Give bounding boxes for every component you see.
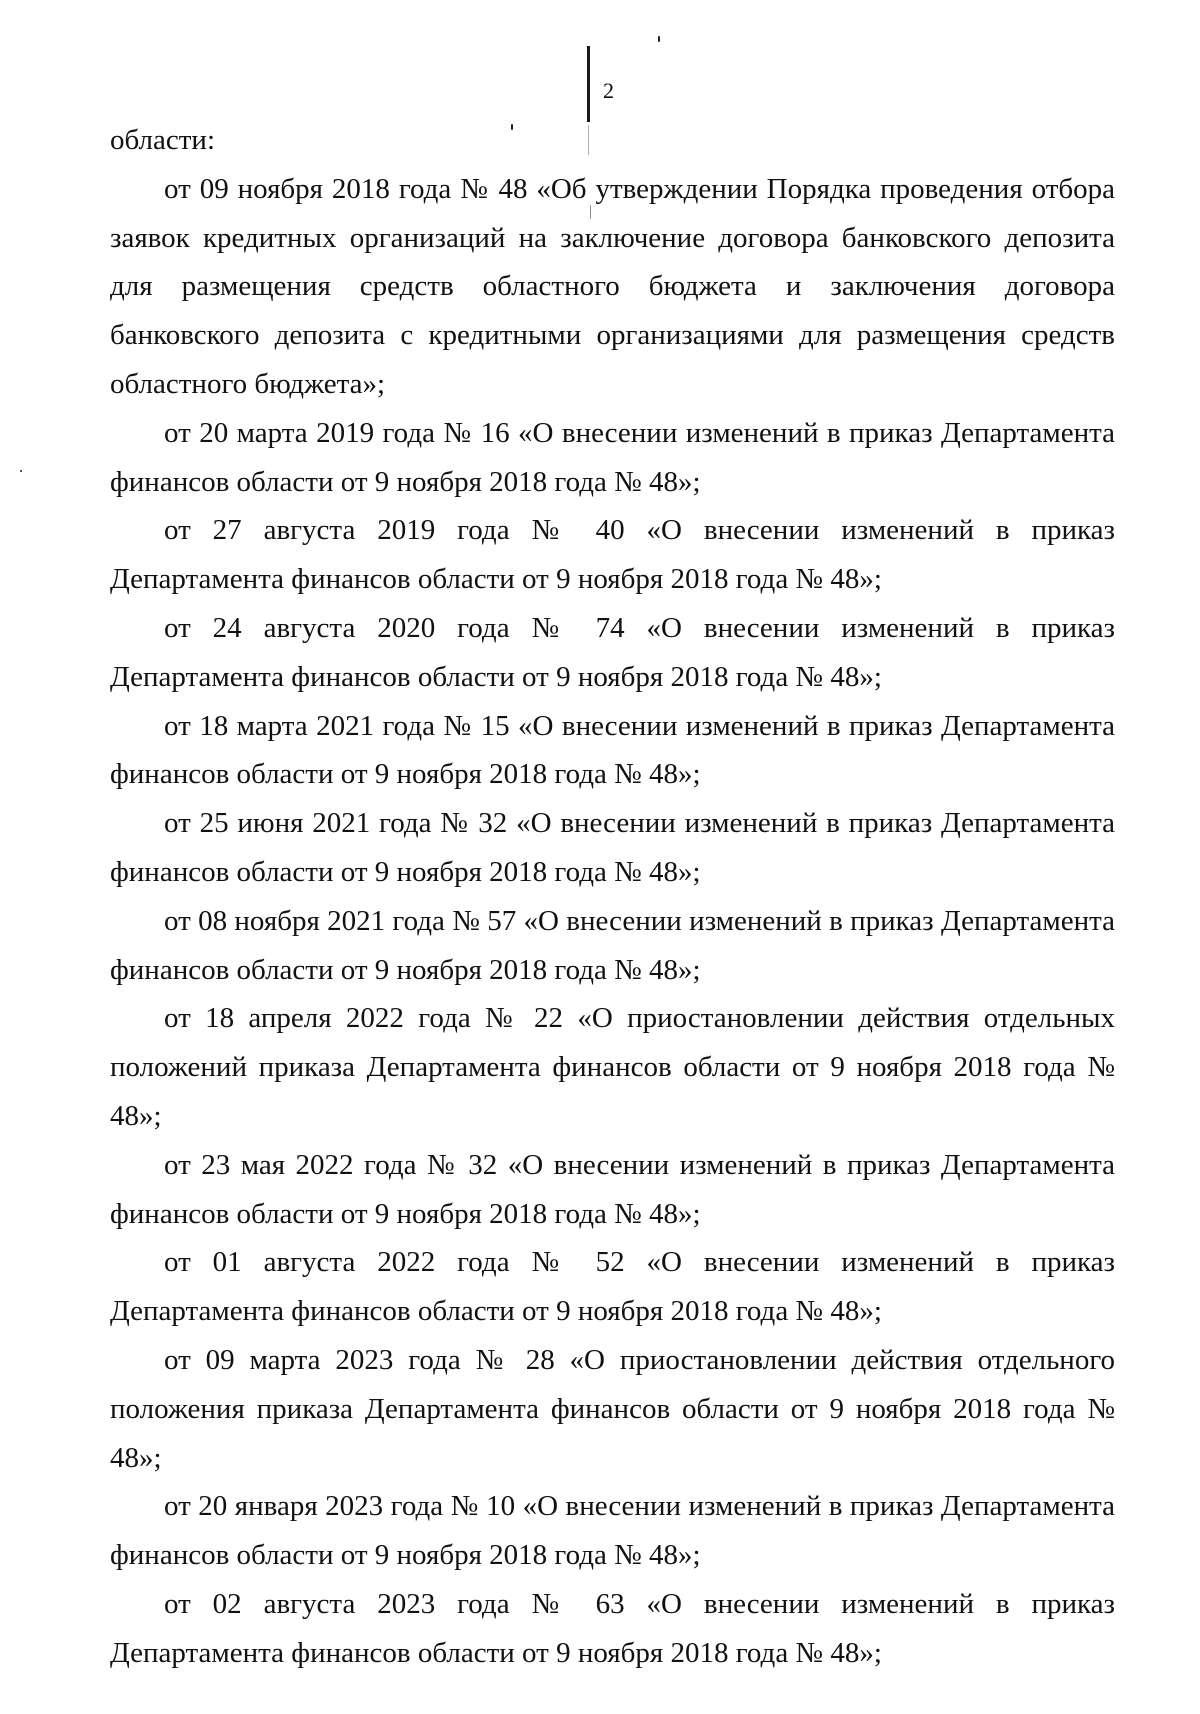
list-item: от 23 мая 2022 года № 32 «О внесении изменений в приказ Департамента финансов области от 9 ноября 2018 года № 48»; [110,1148,1115,1230]
page-number: 2 [603,78,614,103]
list-item: от 02 августа 2023 года № 63 «О внесении изменений в приказ Департамента финансов области от 9 ноября 2018 года № 48»; [110,1587,1115,1669]
list-item: от 18 апреля 2022 года № 22 «О приостановлении действия отдельных положений приказа Департамента финансов области от 9 ноября 2018 года № 48»; [110,1002,1115,1132]
list-item: от 01 августа 2022 года № 52 «О внесении изменений в приказ Департамента финансов области от 9 ноября 2018 года № 48»; [110,1246,1115,1328]
list-item: от 24 августа 2020 года № 74 «О внесении изменений в приказ Департамента финансов области от 9 ноября 2018 года № 48»; [110,611,1115,693]
scan-fold-line [587,46,590,122]
list-item: от 20 января 2023 года № 10 «О внесении изменений в приказ Департамента финансов области от 9 ноября 2018 года № 48»; [110,1490,1115,1572]
list-item: от 09 марта 2023 года № 28 «О приостановлении действия отдельного положения приказа Департамента финансов области от 9 ноября 2018 года № 48»; [110,1343,1115,1474]
list-item: от 25 июня 2021 года № 32 «О внесении изменений в приказ Департамента финансов области от 9 ноября 2018 года № 48»; [110,807,1115,888]
document-body [110,116,1115,1678]
lead-line: области: [110,124,215,156]
list-item: от 18 марта 2021 года № 15 «О внесении изменений в приказ Департамента финансов области от 9 ноября 2018 года № 48»; [110,709,1115,791]
list-item: от 09 ноября 2018 года № 48 «Об утверждении Порядка проведения отбора заявок кредитных организаций на заключение договора банковского депозита для размещения средств областного бюджета и заключения договора банковского депозита с кредитными организациями для размещения средств областного бюджета»; [110,172,1115,400]
scan-speck [20,470,22,472]
scan-speck [658,36,660,42]
list-item: от 27 августа 2019 года № 40 «О внесении изменений в приказ Департамента финансов области от 9 ноября 2018 года № 48»; [110,514,1115,596]
list-item: от 08 ноября 2021 года № 57 «О внесении изменений в приказ Департамента финансов области от 9 ноября 2018 года № 48»; [110,904,1115,986]
list-item: от 20 марта 2019 года № 16 «О внесении изменений в приказ Департамента финансов области от 9 ноября 2018 года № 48»; [110,416,1115,498]
